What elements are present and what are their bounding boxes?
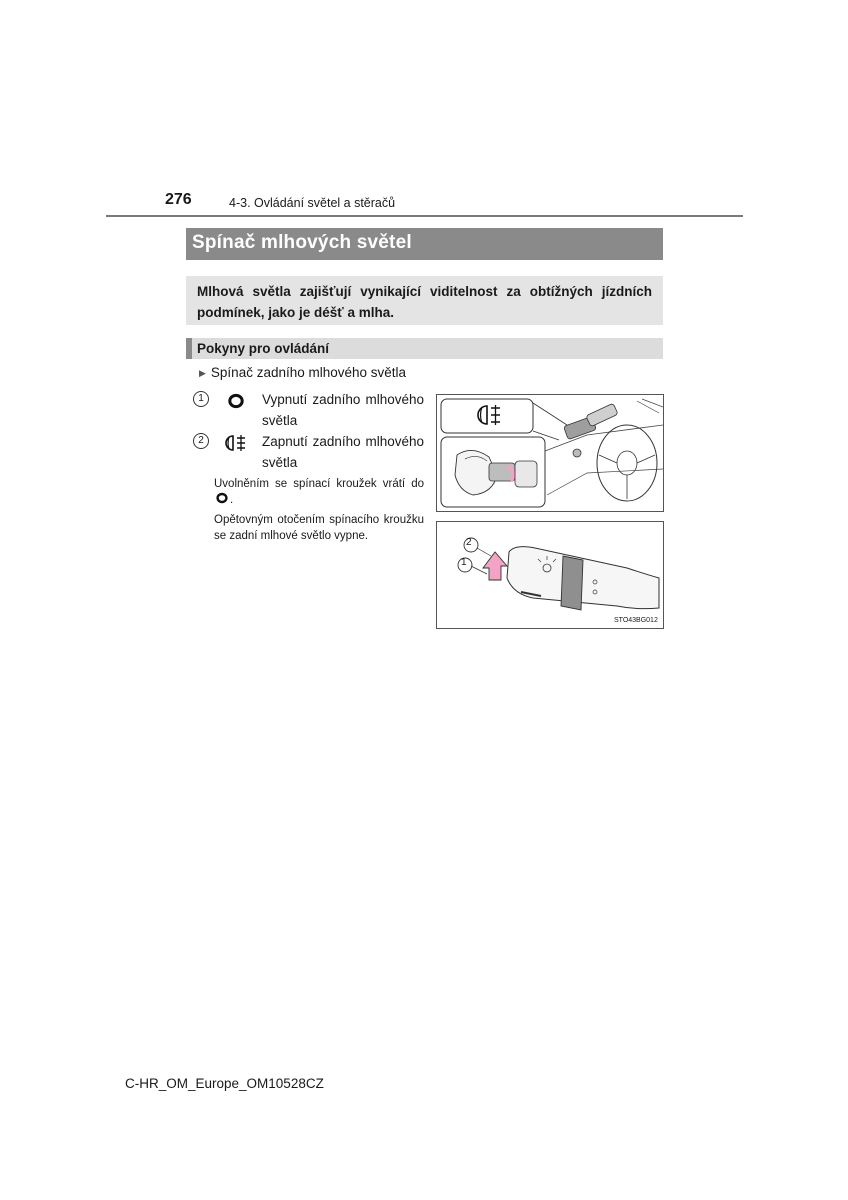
note-release [214,476,424,508]
intro-text: Mlhová světla zajišťují vynikající viditelnost za obtížných jízdních podmínek, jako je déšť a mlha. [197,284,652,320]
subsection-title: Pokyny pro ovládání [197,341,330,356]
item-text-2: Zapnutí zadního mlhového světla [262,434,424,470]
item-number-1: 1 [193,391,209,407]
illustration-dashboard [436,394,664,512]
off-ring-inline-icon [215,492,229,504]
intro-box [186,276,663,325]
footer-doc-id: C-HR_OM_Europe_OM10528CZ [125,1076,324,1091]
note-turn-again: Opětovným otočením spínacího kroužku se zadní mlhové světlo vypne. [214,514,424,542]
callout-1: 1 [461,557,467,568]
callout-2: 2 [466,537,472,548]
subsection-accent [186,338,192,359]
page-title: Spínač mlhových světel [192,232,412,253]
bullet-text: Spínač zadního mlhového světla [210,365,407,380]
rear-fog-light-icon [225,434,247,452]
triangle-bullet-icon: ▶ [199,368,206,378]
item-text-1: Vypnutí zadního mlhového světla [262,392,424,428]
title-band [186,228,663,260]
bullet-item [199,365,406,380]
header-divider [106,215,743,217]
item-number-2: 2 [193,433,209,449]
note-release-period: . [230,494,234,506]
section-reference: 4-3. Ovládání světel a stěračů [229,196,396,210]
note-release-text: Uvolněním se spínací kroužek vrátí do [214,478,424,490]
illustration-code: STO43BG012 [614,617,658,624]
subsection-band [186,338,663,359]
page-number: 276 [165,191,192,208]
off-ring-icon [227,393,245,409]
illustration-lever [436,521,664,629]
